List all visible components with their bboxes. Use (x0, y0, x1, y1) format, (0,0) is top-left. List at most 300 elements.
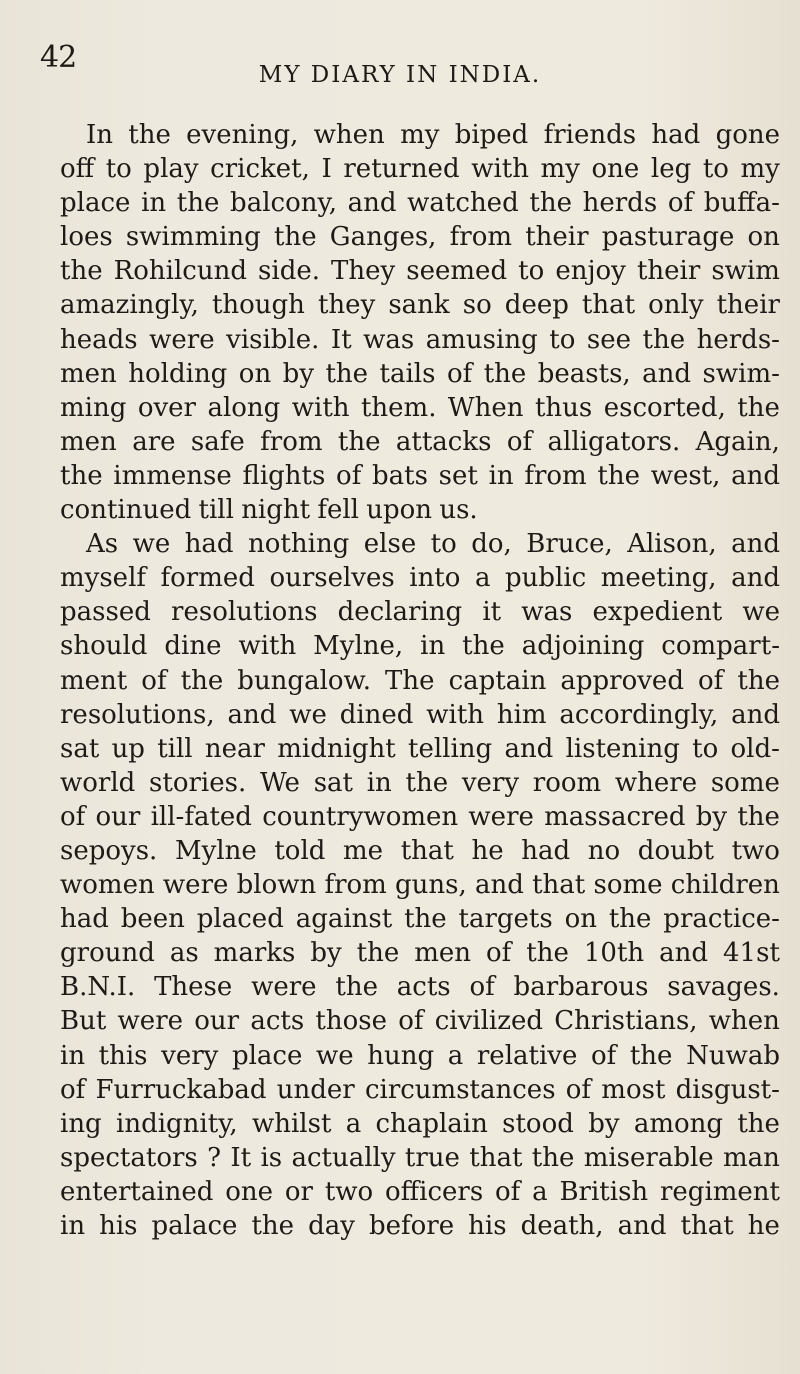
word: were (251, 972, 317, 1003)
word: sat (60, 733, 100, 764)
word: civilized (434, 1006, 543, 1037)
word: day (308, 1211, 355, 1241)
word: over (137, 392, 196, 423)
word: in (420, 631, 446, 662)
word: loes (60, 222, 113, 253)
text-line (60, 357, 780, 391)
word: my (400, 120, 440, 150)
word: the (629, 1040, 673, 1071)
word: we (315, 1040, 354, 1071)
word: deep (504, 290, 569, 321)
word: evening, (186, 120, 299, 150)
word: old- (730, 733, 780, 764)
word: tails (379, 358, 436, 389)
word: When (447, 392, 524, 423)
word: 41st (723, 938, 780, 969)
word: the (462, 631, 505, 662)
word: ming (60, 392, 127, 423)
word: stories. (149, 767, 247, 798)
word: up (111, 733, 145, 764)
word: and (504, 733, 554, 764)
word: Nuwab (686, 1040, 780, 1071)
word: some (710, 767, 780, 798)
text-line (60, 118, 780, 152)
word: of (446, 358, 473, 389)
word: else (363, 529, 417, 560)
text-line (60, 1107, 780, 1141)
word: when (313, 120, 385, 150)
word: and (475, 870, 524, 901)
word: to (549, 324, 576, 355)
word: no (587, 835, 621, 866)
word: that (469, 1142, 523, 1173)
text-line (60, 766, 780, 800)
word: cricket, (210, 154, 310, 185)
word: spectators (60, 1142, 198, 1173)
word: the (737, 392, 780, 423)
word: But (60, 1006, 107, 1037)
word: the (642, 324, 686, 355)
word: ing (60, 1108, 102, 1139)
word: blown (236, 870, 317, 901)
word: listening (565, 733, 680, 764)
word: continued (60, 495, 192, 526)
word: are (132, 426, 176, 457)
word: sat (313, 767, 353, 798)
word: herds (582, 188, 658, 219)
word: ground (60, 938, 155, 969)
word: the (405, 767, 449, 798)
word: whilst (251, 1108, 332, 1139)
word: the (404, 904, 447, 935)
word: sank (388, 290, 450, 321)
word: and (617, 1211, 667, 1241)
word: actually (291, 1142, 396, 1173)
text-line (60, 1175, 780, 1209)
word: by (588, 1108, 620, 1139)
word: sepoys. (60, 835, 158, 866)
text-line (60, 902, 780, 936)
word: from (449, 222, 512, 253)
word: 10th (583, 938, 645, 969)
word: flights (242, 460, 326, 491)
word: women (60, 870, 155, 901)
word: pasturage (601, 222, 735, 253)
word: two (731, 835, 780, 866)
word: from (324, 870, 387, 901)
word: and (731, 460, 780, 491)
word: children (670, 870, 780, 901)
word: countrywomen (262, 801, 459, 832)
word: chaplain (375, 1108, 488, 1139)
body-text (60, 118, 780, 1243)
word: meeting, (600, 563, 717, 594)
word: and (731, 529, 780, 560)
word: Ganges, (329, 222, 437, 253)
word: heads (60, 324, 138, 355)
word: passed (60, 597, 151, 628)
word: ourselves (269, 563, 395, 594)
word: acts (250, 1006, 305, 1037)
word: The (385, 665, 435, 696)
word: had (651, 120, 701, 150)
word: a (345, 1108, 362, 1139)
word: men (60, 426, 117, 457)
word: fell (317, 495, 359, 526)
word: the (60, 256, 103, 287)
word: before (368, 1211, 455, 1241)
word: attacks (395, 426, 492, 457)
word: palace (151, 1211, 238, 1241)
text-line (60, 561, 780, 595)
word: us. (439, 495, 478, 526)
text-line (60, 1039, 780, 1073)
word: targets (458, 904, 553, 935)
word: in (141, 188, 167, 219)
word: of (398, 1006, 424, 1037)
word: herds- (696, 324, 780, 355)
word: had (521, 835, 571, 866)
word: true (404, 1142, 460, 1173)
word: As (86, 529, 119, 560)
word: regiment (659, 1176, 780, 1207)
word: of (698, 665, 724, 696)
word: men (414, 938, 472, 969)
word: or (284, 1176, 313, 1207)
word: seemed (406, 256, 508, 287)
word: off (60, 154, 95, 185)
text-line (60, 288, 780, 322)
word: told (274, 835, 326, 866)
word: a (532, 1176, 548, 1207)
word: side. (258, 256, 320, 287)
word: upon (366, 495, 433, 526)
word: was (521, 597, 573, 628)
word: they (317, 290, 376, 321)
word: in (366, 767, 392, 798)
word: It (330, 324, 352, 355)
word: against (295, 904, 393, 935)
page-number: 42 (40, 40, 77, 75)
word: In (86, 120, 114, 150)
word: and (731, 563, 780, 594)
word: till (198, 495, 234, 526)
word: visible. (226, 324, 320, 355)
word: place (60, 188, 131, 219)
word: as (169, 938, 199, 969)
word: his (99, 1211, 138, 1241)
word: place (231, 1040, 303, 1071)
word: his (468, 1211, 507, 1241)
word: of (506, 426, 533, 457)
word: officers (385, 1176, 484, 1207)
word: set (438, 460, 478, 491)
word: disgust- (675, 1074, 780, 1105)
text-line (60, 1141, 780, 1175)
text-line (60, 800, 780, 834)
word: Mylne, (313, 631, 404, 662)
word: British (559, 1176, 649, 1207)
word: dined (339, 699, 414, 730)
word: miserable (583, 1142, 714, 1173)
word: circumstances (364, 1074, 556, 1105)
word: man (723, 1142, 780, 1173)
word: bats (372, 460, 428, 491)
word: the (180, 665, 224, 696)
text-line (60, 220, 780, 254)
word: practice- (663, 904, 780, 935)
word: is (260, 1142, 283, 1173)
word: Again, (695, 426, 780, 457)
running-head: MY DIARY IN INDIA. (258, 62, 542, 88)
word: in (488, 460, 514, 491)
word: Mylne (174, 835, 257, 866)
word: we (132, 529, 171, 560)
word: and (642, 358, 692, 389)
word: captain (448, 665, 547, 696)
word: him (496, 699, 547, 730)
word: savages. (667, 972, 780, 1003)
word: with (291, 392, 350, 423)
word: he (747, 1211, 780, 1241)
word: Bruce, (526, 529, 613, 560)
word: we (289, 699, 327, 730)
word: under (276, 1074, 355, 1105)
word: we (742, 597, 780, 628)
text-line (60, 152, 780, 186)
text-line (60, 698, 780, 732)
word: the (251, 1211, 295, 1241)
word: and (731, 699, 780, 730)
word: and (227, 699, 277, 730)
word: in (60, 1040, 86, 1071)
word: ment (60, 665, 128, 696)
word: resolutions (171, 597, 318, 628)
text-line (60, 834, 780, 868)
word: two (324, 1176, 374, 1207)
word: dine (164, 631, 222, 662)
word: midnight (277, 733, 396, 764)
word: had (60, 904, 109, 935)
text-line (60, 970, 780, 1004)
word: swim (711, 256, 780, 287)
word: approved (560, 665, 684, 696)
word: of (336, 460, 362, 491)
word: were (162, 870, 229, 901)
word: it (482, 597, 502, 628)
word: the (529, 188, 572, 219)
word: world (60, 767, 136, 798)
text-line (60, 1004, 780, 1038)
word: the (325, 358, 369, 389)
word: watched (407, 188, 519, 219)
word: their (525, 222, 589, 253)
word: in (60, 1211, 86, 1241)
word: see (586, 324, 631, 355)
text-line (60, 493, 780, 527)
word: safe (190, 426, 245, 457)
word: this (98, 1040, 148, 1071)
word: my (740, 154, 780, 185)
word: along (207, 392, 281, 423)
word: alligators. (547, 426, 681, 457)
word: guns, (395, 870, 467, 901)
word: the (60, 460, 103, 491)
word: formed (160, 563, 255, 594)
text-line (60, 936, 780, 970)
word: of (60, 1074, 86, 1105)
word: were (117, 1006, 184, 1037)
word: public (504, 563, 587, 594)
word: Alison, (627, 529, 717, 560)
word: the (531, 1142, 575, 1173)
word: bungalow. (237, 665, 371, 696)
word: These (154, 972, 233, 1003)
word: very (161, 1040, 219, 1071)
word: buffa- (703, 188, 780, 219)
word: of (667, 188, 694, 219)
word: had (184, 529, 234, 560)
word: B.N.I. (60, 972, 136, 1003)
word: biped (454, 120, 529, 150)
word: our (194, 1006, 240, 1037)
word: escorted, (603, 392, 726, 423)
word: to (702, 154, 729, 185)
word: only (648, 290, 704, 321)
text-line (60, 527, 780, 561)
text-line (60, 186, 780, 220)
word: of (565, 1074, 592, 1105)
word: been (120, 904, 185, 935)
word: the (356, 938, 400, 969)
word: the (128, 120, 171, 150)
word: were (149, 324, 215, 355)
word: room (532, 767, 602, 798)
text-line (60, 1209, 780, 1243)
word: into (409, 563, 461, 594)
word: the (335, 972, 378, 1003)
word: the (274, 222, 317, 253)
word: balcony, (230, 188, 337, 219)
text-line (60, 732, 780, 766)
word: that (680, 1211, 734, 1241)
text-line (60, 664, 780, 698)
word: telling (408, 733, 493, 764)
word: them. (360, 392, 437, 423)
word: the (526, 938, 569, 969)
word: ill-fated (150, 801, 252, 832)
word: near (204, 733, 265, 764)
word: with (238, 631, 297, 662)
word: my (540, 154, 580, 185)
word: a (474, 563, 491, 594)
word: by (695, 801, 728, 832)
word: the (337, 426, 381, 457)
word: We (259, 767, 300, 798)
word: leg (650, 154, 692, 185)
word: They (331, 256, 396, 287)
word: west, (650, 460, 721, 491)
text-line (60, 868, 780, 902)
word: those (315, 1006, 387, 1037)
word: very (461, 767, 520, 798)
word: some (593, 870, 663, 901)
word: of (486, 938, 512, 969)
word: to (518, 256, 545, 287)
word: on (564, 904, 597, 935)
text-line (60, 1073, 780, 1107)
word: ? (207, 1142, 222, 1173)
word: entertained (60, 1176, 214, 1207)
word: doubt (637, 835, 714, 866)
word: Furruckabad (95, 1074, 267, 1105)
word: adjoining (521, 631, 645, 662)
word: the (737, 801, 780, 832)
word: amazingly, (60, 290, 199, 321)
word: of (495, 1176, 521, 1207)
word: to (430, 529, 457, 560)
word: stood (502, 1108, 574, 1139)
word: one (591, 154, 640, 185)
word: I (321, 154, 332, 185)
word: of (469, 972, 495, 1003)
word: the (737, 1108, 780, 1139)
word: should (60, 631, 148, 662)
word: though (211, 290, 305, 321)
word: he (471, 835, 504, 866)
text-line (60, 391, 780, 425)
word: among (633, 1108, 724, 1139)
word: one (225, 1176, 274, 1207)
word: of (141, 665, 167, 696)
word: where (614, 767, 698, 798)
word: me (343, 835, 384, 866)
word: with (426, 699, 485, 730)
word: the (608, 904, 652, 935)
word: men (60, 358, 117, 389)
word: It (230, 1142, 252, 1173)
word: accordingly, (559, 699, 719, 730)
word: expedient (592, 597, 723, 628)
word: hung (367, 1040, 435, 1071)
text-line (60, 459, 780, 493)
word: the (176, 188, 220, 219)
word: returned (343, 154, 460, 185)
word: and (347, 188, 397, 219)
word: nothing (248, 529, 350, 560)
word: the (737, 665, 780, 696)
word: death, (520, 1211, 604, 1241)
word: that (532, 870, 586, 901)
word: the (483, 358, 527, 389)
text-line (60, 595, 780, 629)
word: massacred (544, 801, 686, 832)
word: their (716, 290, 780, 321)
word: on (238, 358, 272, 389)
text-line (60, 425, 780, 459)
word: was (363, 324, 415, 355)
word: do, (471, 529, 512, 560)
word: swimming (125, 222, 261, 253)
word: that (400, 835, 454, 866)
word: immense (113, 460, 232, 491)
word: of (60, 801, 86, 832)
word: barbarous (513, 972, 649, 1003)
word: most (601, 1074, 666, 1105)
word: night (241, 495, 311, 526)
word: to (105, 154, 132, 185)
word: when (708, 1006, 780, 1037)
